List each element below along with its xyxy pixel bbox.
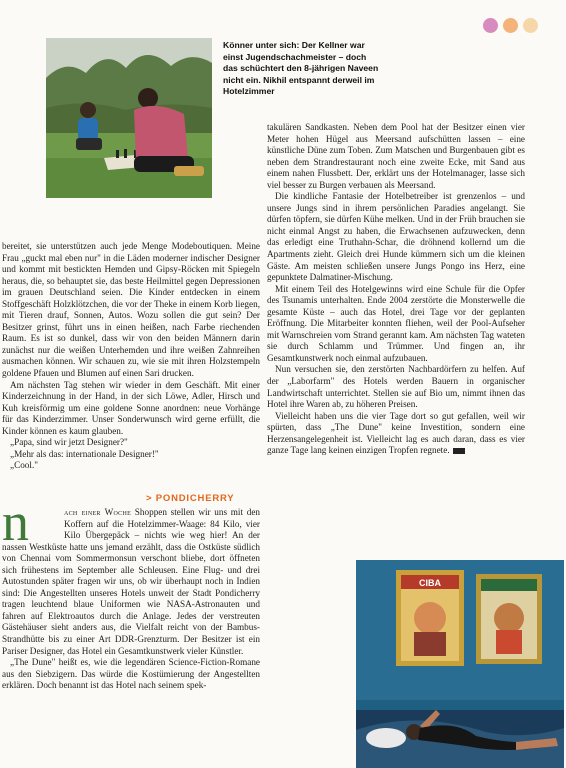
photo-caption: Könner unter sich: Der Kellner war einst Jugendschachmeister – doch das schüchtert den 8-jährigen Naveen nicht ein. Nikhil entspannt derweil im Hotelzimmer xyxy=(223,40,379,97)
paragraph xyxy=(267,411,525,457)
dialogue-line: „Cool." xyxy=(10,460,38,471)
lead-smallcaps: ach einer Woche xyxy=(64,507,132,517)
paragraph xyxy=(2,507,260,657)
dropcap-n xyxy=(2,507,60,541)
dialogue-line: „Papa, sind wir jetzt Designer?" xyxy=(10,437,128,448)
section-heading: > PONDICHERRY xyxy=(146,493,235,504)
end-mark-icon xyxy=(453,448,465,454)
paragraph: „The Dune" heißt es, wie die legendären Science-Fiction-Romane aus den Siebzigern. Das würde die Kostümierung der Angestellten erklären. Doch benannt ist das Hotel nach seinem spek- xyxy=(2,657,260,691)
paragraph-text: Vielleicht haben uns die vier Tage dort so gut gefallen, weil wir spürten, dass „The Dune" keine Investition, sondern eine Herzensangelegenheit ist. Vielleicht lag es auch daran, dass es vier ganze Tage lang keinen einzigen Tropfen regnete. xyxy=(267,410,525,456)
paragraph: Mit einem Teil des Hotelgewinns wird eine Schule für die Opfer des Tsunamis unterhalten. Ende 2004 zerstörte die Monsterwelle die gesamte Küste – auch das Hotel, drei Tage vor der geplanten Eröffnung. Die Mitarbeiter konnten fliehen, weil der Pool-Aufseher mit Warnschreien vom Strand gerannt kam. Am nächsten Tag wateten sie durch Schlamm und Trümmer. Und fingen an, ihr Gesamtkunstwerk noch einmal aufzubauen. xyxy=(267,283,525,363)
paragraph: Am nächsten Tag stehen wir wieder in dem Geschäft. Mit einer Kinderzeichnung in der Hand, in der sich Löwe, Adler, Hirsch und Kuh kreisförmig um eine goldene Sonne anordnen: neue Vorhänge für das Kinderzimmer. Unser Sonderwunsch wird gerne erfüllt, die Kinder können es kaum glauben. xyxy=(2,379,260,436)
dropcap-letter: n xyxy=(2,507,29,541)
left-column-bottom xyxy=(2,507,260,692)
paragraph: bereitet, sie unterstützen auch jede Menge Modeboutiquen. Meine Frau „guckt mal eben nur" in die Läden moderner indischer Designer und kommt mit bestickten Hemden und Gipsy-Röcken mit Spiegeln heraus, die, so behauptet sie, das beste Heilmittel gegen Depressionen im grauen Deutschland seien. Die Kinder entdecken in einem Stoffgeschäft Holzklötzchen, die vor der Theke in einem Korb liegen, mit Tieren drauf, Sonnen, Autos. Wozu sollen die gut sein? Der Besitzer grinst, führt uns in einen heißen, nach Farbe riechenden Raum. Es ist so dunkel, dass wir von den beiden Männern darin zunächst nur die weißen Unterhemden und ihre weißen Zahnreihen ausmachen können. Wir schauen zu, wie sie mit ihren Holzstempeln goldene Pfauen und Blumen auf einen Sari drucken. xyxy=(2,241,260,379)
hotel-room-photo xyxy=(356,560,564,768)
section-dots xyxy=(483,18,538,33)
paragraph: Die kindliche Fantasie der Hotelbetreiber ist grenzenlos – und unsere Jungs sind in ihrem persönlichen Paradies angelangt. Sie dürfen töpfern, sie dürfen Kühe melken. Und in der Früh brauchen sie nicht einmal Angst zu haben, die Erwachsenen aufzuwecken, denn das erledigt eine Truthahn-Schar, die dröhnend kollernd um die Apartments zieht. Gleich drei Hunde kümmern sich um die kleinen Gäste. Am meisten schließen unsere Jungs Pongo ins Herz, eine gepunktete Dalmatiner-Mischung. xyxy=(267,191,525,283)
paragraph-text: Shoppen stellen wir uns mit den Koffern auf die Hotelzimmer-Waage: 84 Kilo, vier Kilo Übergepäck – nichts wie weg hier! An der nassen Westküste hatte uns jemand erzählt, dass die Ostküste südlich von Chennai vom Sommermonsun verschont bliebe, dort öffneten sich frühestens im September alle Schleusen. Eine Flug- und drei Autostunden später fragen wir uns, ob wir überhaupt noch in Indien sind: Die Angestellten unseres Hotels unweit der Stadt Pondicherry tragen leuchtend blaue Uniformen wie NASA-Astronauten und fahren auf Elektroautos durch die Anlage. Jedes der verstreuten Gästehäuser sieht anders aus, die Vielfalt reicht von der Bambus-Strandhütte bis zu einer Art DDR-Grenzturm. Der Besitzer ist ein Pariser Designer, das Hotel ein Gesamtkunstwerk vieler Künstler. xyxy=(2,507,261,656)
dot-peach-icon xyxy=(523,18,538,33)
dot-orange-icon xyxy=(503,18,518,33)
dot-pink-icon xyxy=(483,18,498,33)
poster-left-title: CIBA xyxy=(419,578,441,588)
chess-photo xyxy=(46,38,212,198)
right-column xyxy=(267,122,525,457)
left-column-top xyxy=(2,241,260,472)
paragraph: takulären Sandkasten. Neben dem Pool hat der Besitzer einen vier Meter hohen Hügel aus Meersand aufschütten lassen – eine künstliche Düne zum Toben. Zum Matschen und Burgenbauen gibt es neben dem Strandrestaurant noch eine zweite Ecke, mit Sand aus einem nahen Flussbett. Der, erklärt uns der Hotelmanager, lasse sich viel besser zu Burgen verbauen als Meersand. xyxy=(267,122,525,190)
paragraph: Nun versuchen sie, den zerstörten Nachbardörfern zu helfen. Auf der „Laborfarm" des Hotels werden Bauern in organischer Landwirtschaft unterrichtet. Stellen sie auf Bio um, nimmt ihnen das Hotel ihre Waren ab, zu höheren Preisen. xyxy=(267,364,525,410)
dialogue-line: „Mehr als das: internationale Designer!" xyxy=(10,448,159,459)
